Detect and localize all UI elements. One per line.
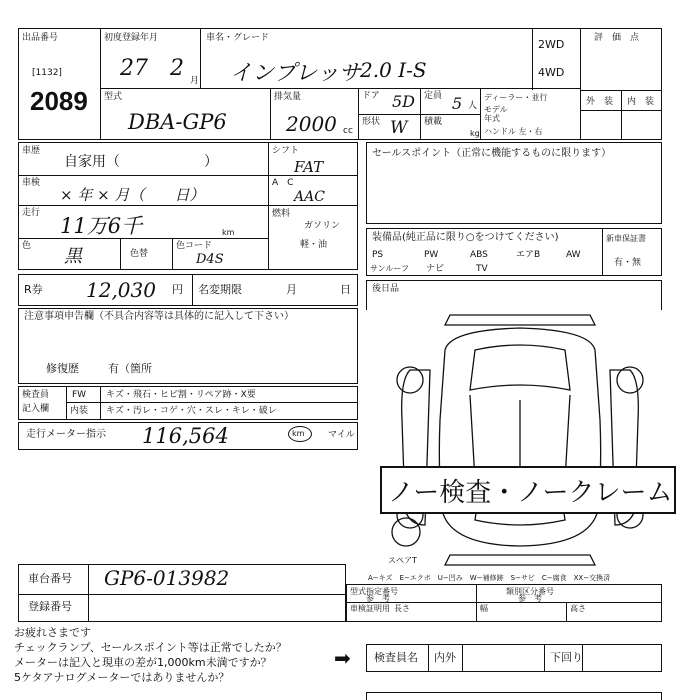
bottom-line-2: チェックランプ、セールスポイント等は正常でしたか？	[14, 641, 287, 654]
lot-sub: [1132]	[32, 68, 62, 78]
divider	[66, 402, 358, 403]
chassis-label: 車台番号	[28, 572, 72, 585]
interior-items-label: 内装	[70, 406, 89, 416]
arrow-right-icon: ➡	[334, 646, 351, 670]
capacity-label: 定員	[424, 91, 443, 101]
shift: FAT	[294, 158, 324, 176]
divider	[602, 228, 603, 276]
height-label: 高さ	[570, 604, 586, 613]
divider	[268, 205, 358, 206]
bottom-box	[366, 692, 662, 700]
divider	[120, 238, 121, 270]
meter-value: 116,564	[142, 424, 229, 448]
divider	[100, 386, 101, 420]
divider	[18, 238, 268, 239]
shape: W	[390, 118, 408, 138]
score-label: 評 価 点	[594, 33, 640, 43]
divider	[566, 602, 567, 622]
handle-label: ハンドル 左・右	[484, 127, 543, 136]
back-seat-label: 後日品	[372, 284, 400, 294]
bottom-line-4: 5ケタアナログメーターではありませんか？	[14, 671, 230, 684]
ac: AAC	[294, 189, 325, 205]
equip-airbag: エアB	[516, 250, 541, 260]
cert-label: 車検証明用	[350, 604, 390, 613]
shaken-label: 車検	[22, 178, 41, 188]
expiry-month: 月	[286, 283, 297, 296]
fuel-diesel: 軽・油	[300, 240, 328, 250]
equip-pw: PW	[424, 250, 439, 260]
equip-navi: ナビ	[426, 264, 445, 274]
length-label: 長さ	[394, 604, 410, 613]
inner-outer-label: 内外	[434, 651, 456, 664]
divider	[476, 584, 477, 622]
divider	[428, 644, 429, 672]
registration-label: 登録番号	[28, 600, 72, 613]
inspector-label-2: 記入欄	[22, 404, 50, 414]
mileage-label: 走行	[22, 208, 41, 218]
divider	[192, 274, 193, 306]
fuel-gas: ガソリン	[304, 221, 341, 231]
divider	[66, 386, 67, 420]
recycle-row	[18, 274, 358, 306]
inspector-name-label: 検査員名	[374, 651, 418, 664]
meter-km: km	[292, 429, 305, 438]
equip-ps: PS	[372, 250, 384, 260]
recycle-value: 12,030	[86, 278, 156, 302]
bottom-line-3: メーターは記入と現車の差が1,000km未満ですか？	[14, 656, 272, 669]
color: 黒	[64, 246, 82, 267]
warranty: 有・無	[614, 258, 642, 268]
divider	[346, 602, 662, 603]
fuel-label: 燃料	[272, 209, 291, 219]
car-name-label: 車名・グレード	[206, 33, 270, 43]
ref-1: 参 考	[366, 594, 390, 603]
equip-sunroof: サンルーフ	[370, 264, 409, 273]
bottom-line-1: お疲れさまです	[14, 626, 91, 639]
interior-items: キズ・汚レ・コゲ・穴・スレ・キレ・破レ	[106, 406, 277, 416]
drive-2wd: 2WD	[538, 38, 565, 51]
back-seat-block	[366, 280, 662, 310]
divider	[200, 28, 201, 88]
chassis-value: GP6-013982	[104, 566, 230, 590]
expiry-label: 名変期限	[198, 283, 242, 296]
capacity: 5	[452, 94, 463, 113]
divider	[480, 88, 481, 140]
usage: 自家用（ ）	[64, 154, 218, 170]
kg-unit: kg	[470, 129, 480, 138]
divider	[88, 564, 89, 622]
divider	[544, 644, 545, 672]
color-code-label: 色コード	[176, 241, 213, 251]
meter-mile: マイル	[328, 430, 355, 440]
year-label: 年式	[484, 114, 500, 123]
repair-value: 有（箇所	[108, 362, 152, 375]
model: DBA-GP6	[128, 110, 227, 134]
door-label: ドア	[362, 91, 380, 101]
lot-number: 2089	[30, 86, 88, 116]
shift-label: シフト	[272, 146, 300, 156]
lot-label: 出品番号	[22, 33, 59, 43]
divider	[172, 238, 173, 270]
equip-aw: AW	[566, 250, 581, 260]
car-diagram	[370, 310, 673, 572]
meter-label: 走行メーター指示	[26, 429, 106, 440]
drive-4wd: 4WD	[538, 66, 565, 79]
displacement: 2000	[286, 112, 337, 136]
exterior-label: 外 装	[586, 97, 614, 107]
divider	[268, 142, 269, 270]
notes-title: 注意事項申告欄（不具合内容等は具体的に記入して下さい）	[24, 311, 294, 322]
color-change-label: 色替	[130, 249, 149, 259]
grade: 2.0 I-S	[360, 58, 427, 82]
spare-label: スペアT	[388, 556, 417, 565]
divider	[621, 90, 622, 140]
cc-unit: cc	[343, 126, 353, 136]
type-spec-label: 型式指定番号	[350, 587, 398, 596]
equip-tv: TV	[476, 264, 488, 274]
class-label: 類別区分番号	[506, 587, 554, 596]
divider	[532, 28, 533, 90]
reg-year-label: 初度登録年月	[104, 33, 159, 43]
inspector-label-1: 検査員	[22, 390, 50, 400]
yen-unit: 円	[172, 283, 183, 296]
reg-year: 27	[120, 56, 148, 81]
reg-month: 2	[170, 56, 184, 81]
equipment-title: 装備品(純正品に限り○をつけてください)	[372, 232, 559, 243]
dealer-label: ディーラー・並行	[484, 93, 548, 102]
recycle-label: R券	[24, 283, 43, 296]
ac-label: A C	[272, 178, 294, 188]
divider	[18, 594, 346, 595]
damage-legend: A−キズ E−エクボ U−凹み W−補修跡 S−サビ C−腐食 XX−交換済	[368, 574, 611, 582]
sales-title: セールスポイント（正常に機能するものに限ります）	[372, 148, 612, 159]
load-label: 積載	[424, 117, 443, 127]
mileage: 11万6千	[60, 214, 143, 238]
shape-label: 形状	[362, 117, 381, 127]
warranty-label: 新車保証書	[606, 234, 646, 243]
equip-abs: ABS	[470, 250, 488, 260]
divider	[580, 28, 581, 140]
fw-label: FW	[72, 390, 87, 400]
divider	[18, 205, 268, 206]
divider	[462, 644, 463, 672]
displacement-label: 排気量	[274, 92, 302, 102]
divider	[100, 88, 580, 89]
divider	[270, 88, 271, 140]
car-name: インプレッサ	[230, 61, 361, 86]
divider	[100, 28, 101, 140]
width-label: 幅	[480, 604, 488, 613]
color-code: D4S	[196, 252, 224, 267]
model-year-label: モデル	[484, 105, 508, 114]
divider	[18, 175, 268, 176]
lower-label: 下回り	[550, 651, 583, 664]
person-unit: 人	[468, 101, 478, 111]
repair-label: 修復歴	[46, 362, 79, 375]
model-label: 型式	[104, 92, 123, 102]
ref-2: 参 考	[518, 594, 542, 603]
door: 5D	[392, 92, 416, 111]
no-claim-text: ノー検査・ノークレーム	[388, 478, 673, 508]
usage-label: 車歴	[22, 146, 41, 156]
shaken: × 年 × 月（ 日）	[60, 186, 205, 204]
fw-items: キズ・飛石・ヒビ割・リペア跡・X要	[106, 390, 256, 400]
month-unit: 月	[190, 76, 200, 86]
km-unit: km	[222, 228, 235, 237]
color-label: 色	[22, 241, 32, 251]
divider	[358, 114, 480, 115]
expiry-day: 日	[340, 283, 351, 296]
interior-label: 内 装	[627, 97, 655, 107]
